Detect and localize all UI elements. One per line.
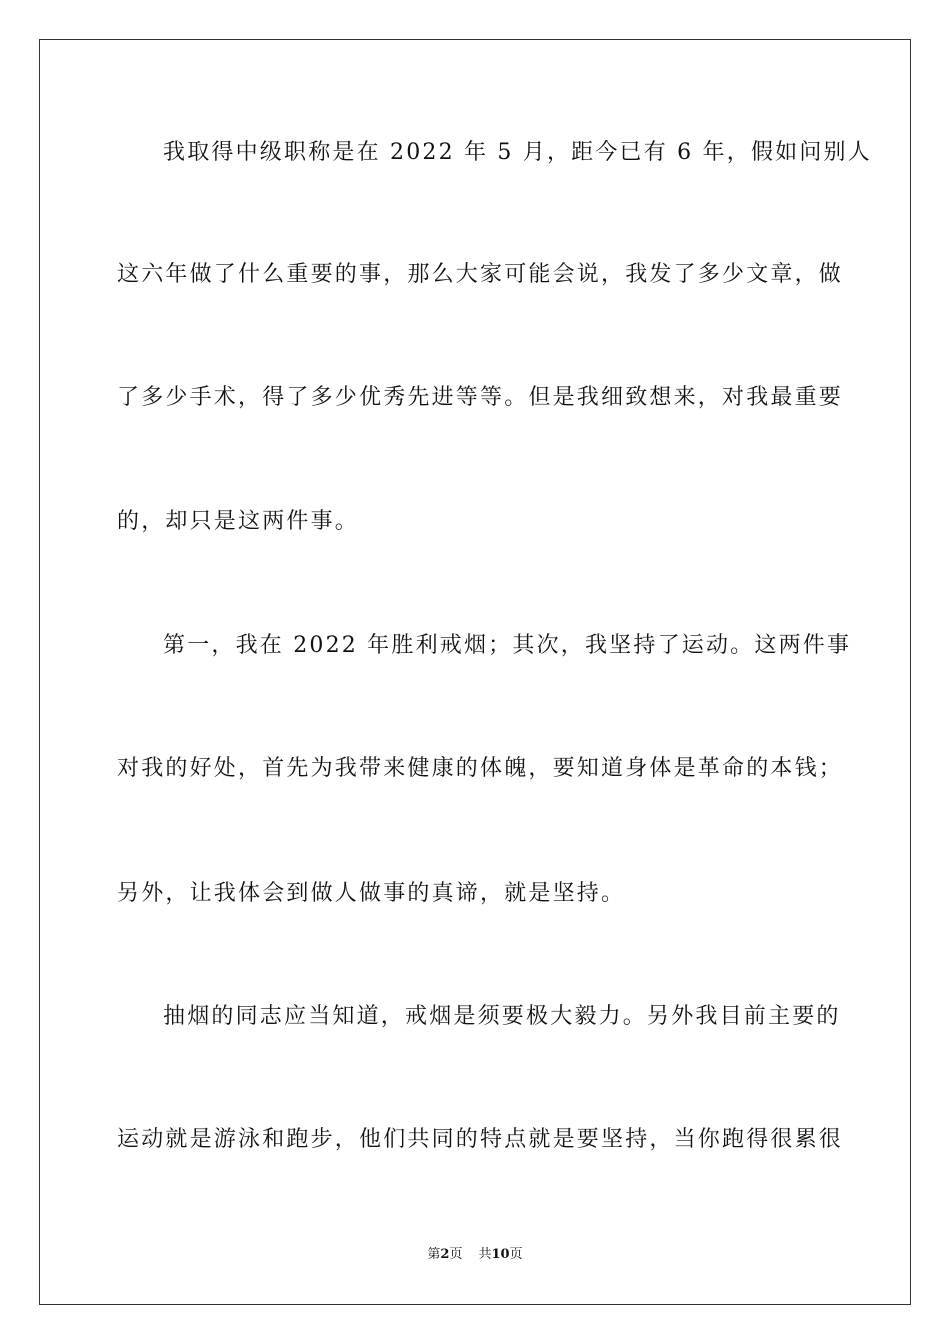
page-footer xyxy=(0,1246,950,1264)
paragraph-1-line-2: 这六年做了什么重要的事，那么大家可能会说，我发了多少文章，做 xyxy=(117,262,844,287)
paragraph-1-line-4: 的，却只是这两件事。 xyxy=(117,509,360,534)
footer-page-suffix: 页 xyxy=(449,1247,463,1262)
paragraph-2-line-3: 另外，让我体会到做人做事的真谛，就是坚持。 xyxy=(117,881,626,906)
footer-page-total: 10 xyxy=(491,1247,510,1262)
footer-total-suffix: 页 xyxy=(509,1247,523,1262)
paragraph-1-line-3: 了多少手术，得了多少优秀先进等等。但是我细致想来，对我最重要 xyxy=(117,385,844,410)
footer-page-prefix: 第 xyxy=(427,1247,441,1262)
paragraph-1-line-1: 我取得中级职称是在 2022 年 5 月，距今已有 6 年，假如问别人 xyxy=(163,140,872,165)
paragraph-3-line-2: 运动就是游泳和跑步，他们共同的特点就是要坚持，当你跑得很累很 xyxy=(117,1127,844,1152)
page-border xyxy=(39,39,911,1305)
footer-page-current: 2 xyxy=(440,1247,450,1262)
footer-total-prefix: 共 xyxy=(478,1247,492,1262)
paragraph-3-line-1: 抽烟的同志应当知道，戒烟是须要极大毅力。另外我目前主要的 xyxy=(163,1004,841,1029)
paragraph-2-line-2: 对我的好处，首先为我带来健康的体魄，要知道身体是革命的本钱； xyxy=(117,756,844,781)
paragraph-2-line-1: 第一，我在 2022 年胜利戒烟；其次，我坚持了运动。这两件事 xyxy=(163,633,852,658)
